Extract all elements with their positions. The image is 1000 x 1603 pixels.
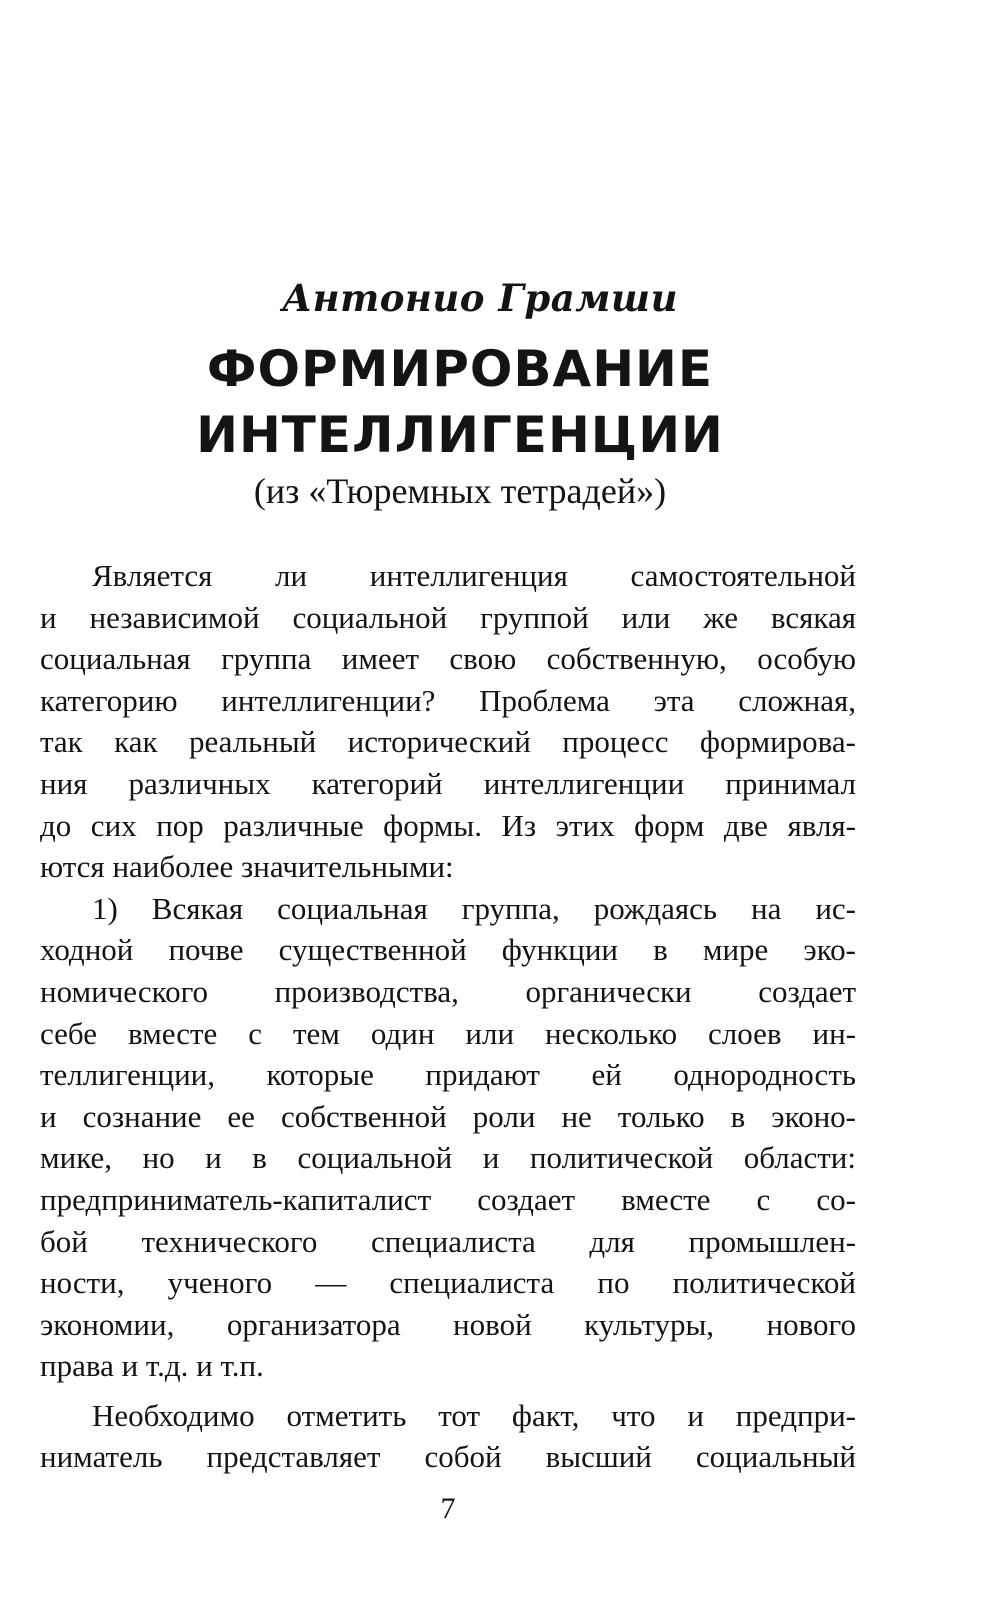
text-line: и независимой социальной группой или же всякая [40, 599, 856, 635]
page-number: 7 [440, 1492, 456, 1525]
text-line: номического производства, органически создает [40, 973, 856, 1009]
chapter-title-line: ФОРМИРОВАНИЕ [206, 340, 714, 398]
text-line: 1) Всякая социальная группа, рождаясь на ис- [92, 890, 856, 926]
chapter-title-line: ИНТЕЛЛИГЕНЦИИ [196, 406, 724, 464]
text-line: до сих пор различные формы. Из этих форм две явля- [40, 807, 856, 843]
author-name: Антонио Грамши [282, 276, 678, 320]
chapter-title [0, 336, 920, 468]
text-line: ются наиболее значительными: [40, 849, 454, 885]
paragraph-gap [40, 1387, 856, 1395]
text-line: ности, ученого — специалиста по политической [40, 1265, 856, 1301]
text-line: ния различных категорий интеллигенции принимал [40, 765, 856, 801]
text-line: бой технического специалиста для промышлен- [40, 1223, 856, 1259]
text-line: экономии, организатора новой культуры, нового [40, 1306, 856, 1342]
text-line: себе вместе с тем один или несколько слоев ин- [40, 1015, 856, 1051]
text-line: Является ли интеллигенция самостоятельной [92, 558, 856, 593]
text-line: социальная группа имеет свою собственную, особую [40, 641, 856, 677]
text-line: так как реальный исторический процесс формирова- [40, 724, 856, 760]
text-line: права и т.д. и т.п. [40, 1348, 264, 1384]
text-line: теллигенции, которые придают ей однородность [40, 1057, 856, 1093]
text-line: и сознание ее собственной роли не только в эконо- [40, 1098, 856, 1134]
text-line: ниматель представляет собой высший социальный [40, 1439, 856, 1475]
text-line: предприниматель-капиталист создает вместе с со- [40, 1181, 856, 1217]
text-line: ходной почве существенной функции в мире эко- [40, 932, 856, 968]
text-line: мике, но и в социальной и политической области: [40, 1140, 856, 1176]
chapter-subtitle: (из «Тюремных тетрадей») [253, 471, 667, 511]
text-line: категорию интеллигенции? Проблема эта сложная, [40, 682, 856, 718]
body-text [40, 555, 856, 1478]
text-line: Необходимо отметить тот факт, что и предпри- [92, 1397, 856, 1433]
